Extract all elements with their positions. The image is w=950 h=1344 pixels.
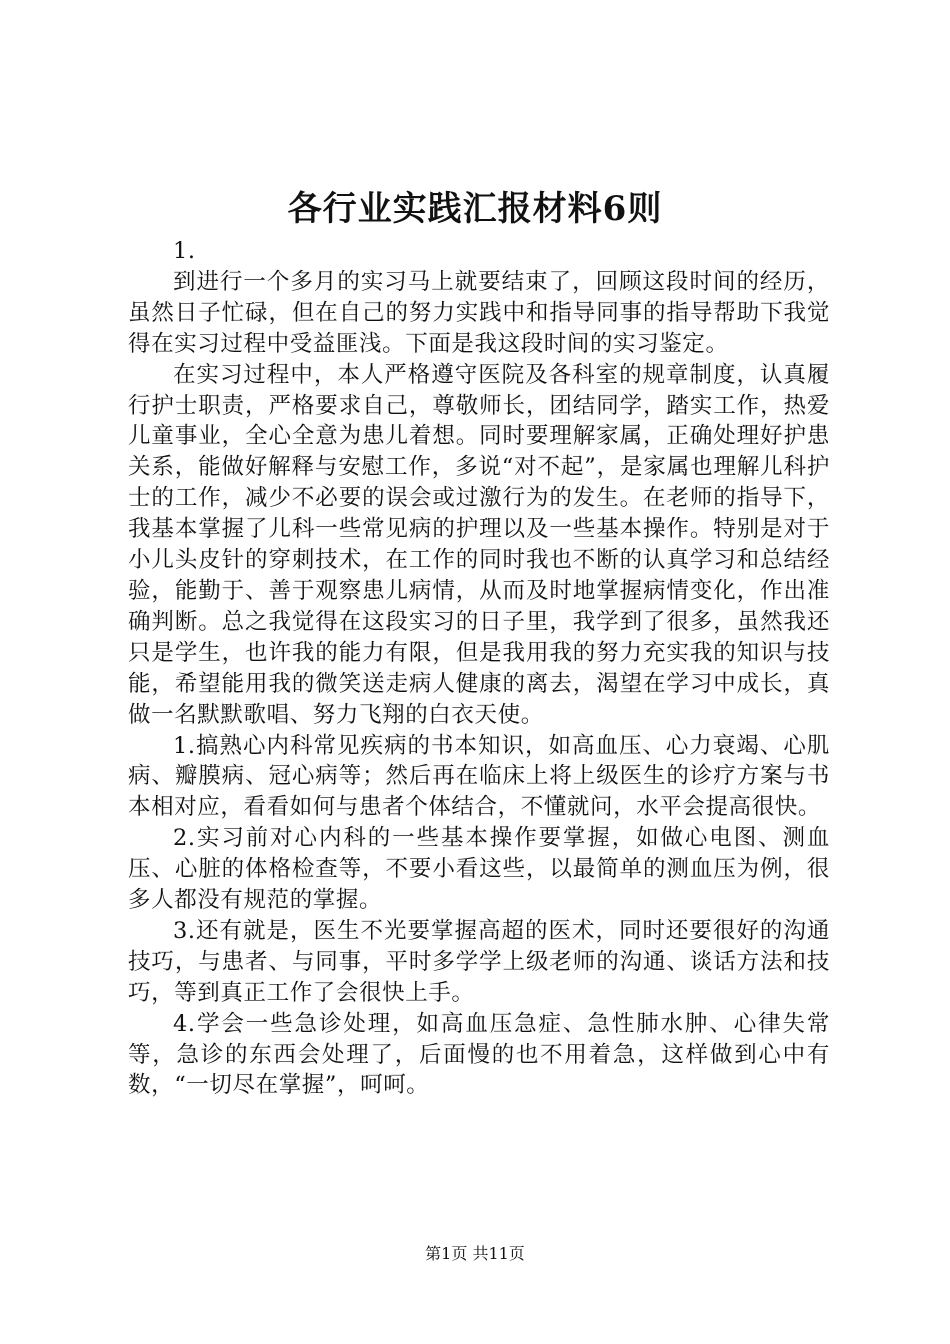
- document-title: 各行业实践汇报材料6则: [287, 189, 663, 229]
- paragraph-section-number: 1.: [173, 238, 196, 264]
- paragraph-item-4: 4.学会一些急诊处理，如高血压急症、急性肺水肿、心律失常等，急诊的东西会处理了，后面慢的也不用着急，这样做到心中有数，“一切尽在掌握”，呵呵。: [128, 1010, 830, 1099]
- paragraph-item-3: 3.还有就是，医生不光要掌握高超的医术，同时还要很好的沟通技巧，与患者、与同事，平时多学学上级老师的沟通、谈话方法和技巧，等到真正工作了会很快上手。: [128, 917, 830, 1006]
- paragraph-intro: 到进行一个多月的实习马上就要结束了，回顾这段时间的经历，虽然日子忙碌，但在自己的努力实践中和指导同事的指导帮助下我觉得在实习过程中受益匪浅。下面是我这段时间的实习鉴定。: [128, 268, 830, 357]
- page-footer: 第1页 共11页: [425, 1244, 525, 1263]
- document-body: [128, 236, 830, 1101]
- paragraph-item-1: 1.搞熟心内科常见疾病的书本知识，如高血压、心力衰竭、心肌病、瓣膜病、冠心病等；然后再在临床上将上级医生的诊疗方案与书本相对应，看看如何与患者个体结合，不懂就问，水平会提高很快。: [128, 732, 830, 821]
- paragraph-item-2: 2.实习前对心内科的一些基本操作要掌握，如做心电图、测血压、心脏的体格检查等，不要小看这些，以最简单的测血压为例，很多人都没有规范的掌握。: [128, 825, 830, 914]
- paragraph-internship-process: 在实习过程中，本人严格遵守医院及各科室的规章制度，认真履行护士职责，严格要求自己，尊敬师长，团结同学，踏实工作，热爱儿童事业，全心全意为患儿着想。同时要理解家属，正确处理好护患关系，能做好解释与安慰工作，多说“对不起”，是家属也理解儿科护士的工作，减少不必要的误会或过激行为的发生。在老师的指导下，我基本掌握了儿科一些常见病的护理以及一些基本操作。特别是对于小儿头皮针的穿刺技术，在工作的同时我也不断的认真学习和总结经验，能勤于、善于观察患儿病情，从而及时地掌握病情变化，作出准确判断。总之我觉得在这段实习的日子里，我学到了很多，虽然我还只是学生，也许我的能力有限，但是我用我的努力充实我的知识与技能，希望能用我的微笑送走病人健康的离去，渴望在学习中成长，真做一名默默歌唱、努力飞翔的白衣天使。: [128, 361, 830, 728]
